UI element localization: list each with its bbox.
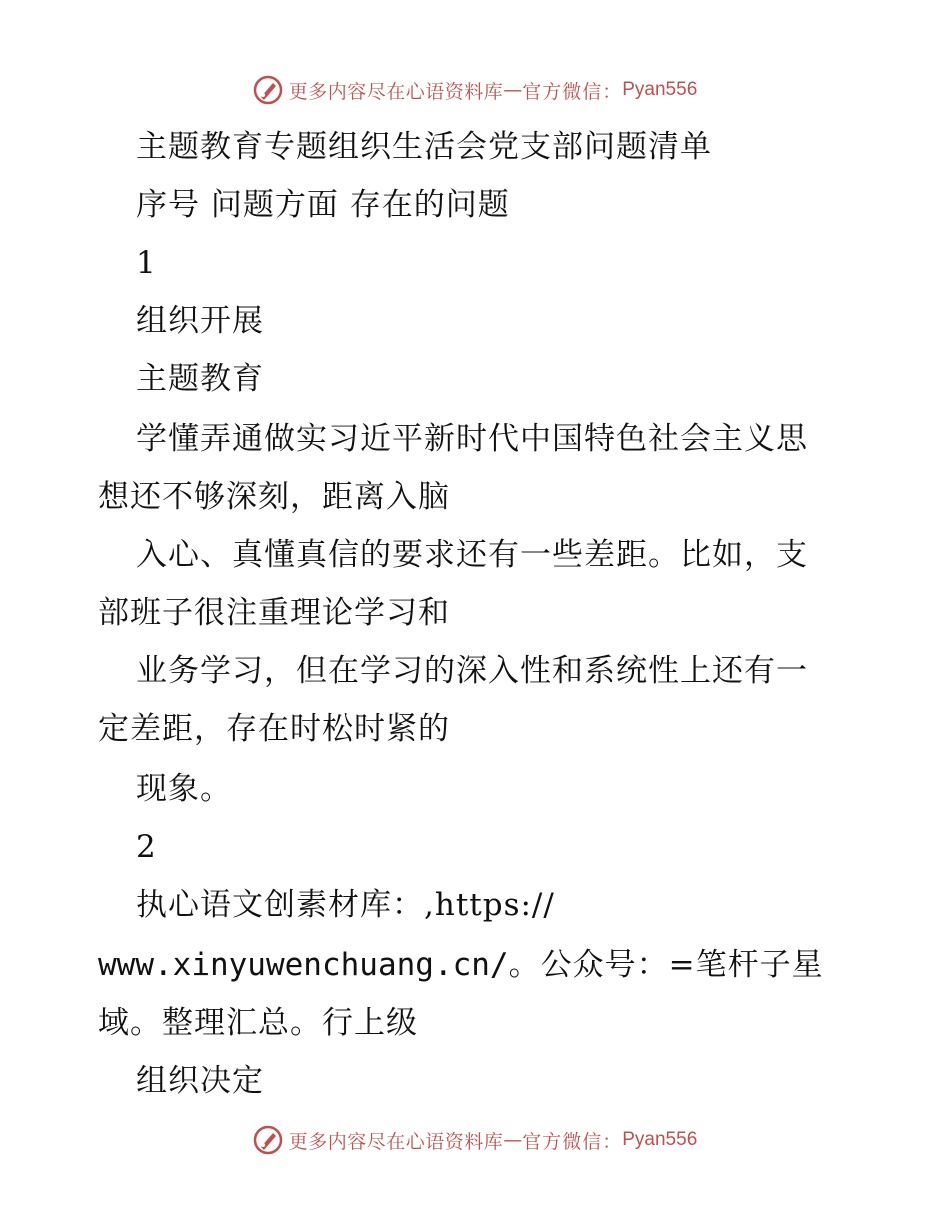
header-wechat-label: 官方微信：	[522, 80, 623, 103]
pen-logo-icon	[253, 1125, 283, 1155]
header-banner	[0, 70, 950, 110]
text-line	[0, 945, 950, 985]
text-line: 组织开展	[136, 303, 264, 339]
text-line: 执心语文创素材库：,https://	[136, 887, 555, 923]
footer-dash: —	[503, 1129, 523, 1151]
document-title: 主题教育专题组织生活会党支部问题清单	[136, 129, 712, 165]
text-line: 主题教育	[136, 361, 264, 397]
footer-banner	[0, 1120, 950, 1160]
text-line: 定差距，存在时松时紧的	[98, 711, 450, 747]
header-dash: —	[503, 79, 523, 101]
text-line: 想还不够深刻，距离入脑	[98, 479, 450, 515]
text-fragment: 。公众号：=笔杆子星	[508, 947, 824, 983]
text-line: 入心、真懂真信的要求还有一些差距。比如，支	[136, 537, 808, 573]
website-url: www.xinyuwenchuang.cn/	[98, 947, 509, 983]
footer-wechat-label: 官方微信：	[522, 1130, 623, 1153]
footer-wechat-id: Pyan556	[622, 1129, 698, 1150]
text-line: 域。整理汇总。行上级	[98, 1005, 418, 1041]
pen-logo-icon	[253, 75, 283, 105]
footer-brand-text: 更多内容尽在心语资料库	[288, 1130, 504, 1153]
header-wechat-id: Pyan556	[622, 79, 698, 100]
text-line: 学懂弄通做实习近平新时代中国特色社会主义思	[136, 421, 808, 457]
text-line: 部班子很注重理论学习和	[98, 595, 450, 631]
row-number: 1	[136, 245, 157, 281]
row-number: 2	[136, 829, 157, 865]
text-line: 组织决定	[136, 1063, 264, 1099]
header-brand-text: 更多内容尽在心语资料库	[288, 80, 504, 103]
table-header-line: 序号 问题方面 存在的问题	[136, 187, 510, 223]
text-line: 现象。	[136, 771, 232, 807]
text-line: 业务学习，但在学习的深入性和系统性上还有一	[136, 653, 808, 689]
